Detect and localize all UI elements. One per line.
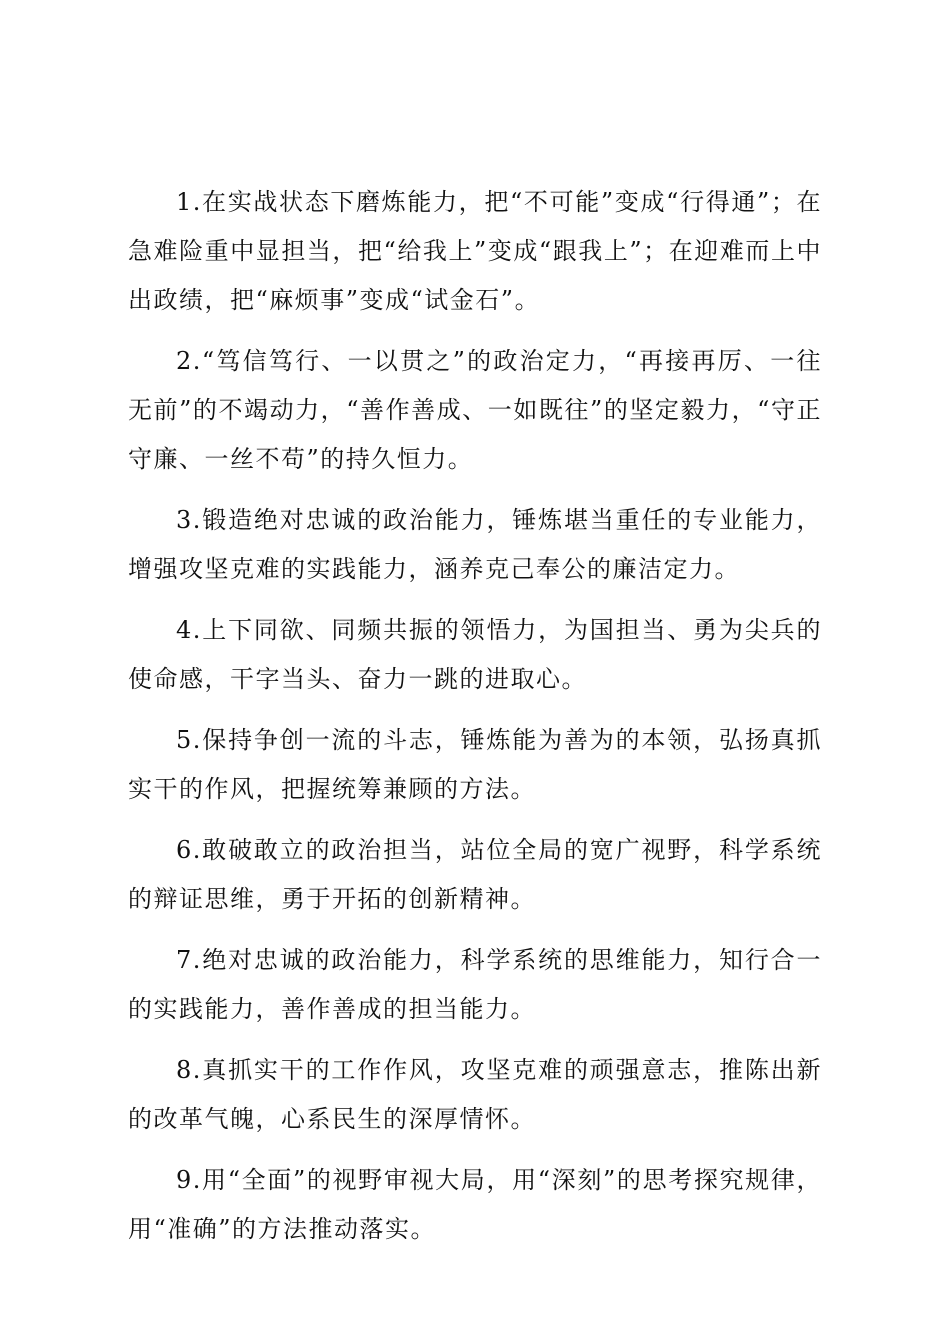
paragraph-4: 4.上下同欲、同频共振的领悟力，为国担当、勇为尖兵的使命感，干字当头、奋力一跳的进取心。 <box>128 616 822 693</box>
paragraph-7: 7.绝对忠诚的政治能力，科学系统的思维能力，知行合一的实践能力，善作善成的担当能力。 <box>128 946 822 1023</box>
paragraph-1: 1.在实战状态下磨炼能力，把“不可能”变成“行得通”；在急难险重中显担当，把“给我上”变成“跟我上”；在迎难而上中出政绩，把“麻烦事”变成“试金石”。 <box>128 188 822 314</box>
paragraph-2: 2.“笃信笃行、一以贯之”的政治定力，“再接再厉、一往无前”的不竭动力，“善作善成、一如既往”的坚定毅力，“守正守廉、一丝不苟”的持久恒力。 <box>128 347 822 473</box>
document-body <box>128 178 822 1266</box>
paragraph-6: 6.敢破敢立的政治担当，站位全局的宽广视野，科学系统的辩证思维，勇于开拓的创新精神。 <box>128 836 822 913</box>
paragraph-8: 8.真抓实干的工作作风，攻坚克难的顽强意志，推陈出新的改革气魄，心系民生的深厚情怀。 <box>128 1056 822 1133</box>
paragraph-3: 3.锻造绝对忠诚的政治能力，锤炼堪当重任的专业能力，增强攻坚克难的实践能力，涵养克己奉公的廉洁定力。 <box>128 506 822 583</box>
paragraph-5: 5.保持争创一流的斗志，锤炼能为善为的本领，弘扬真抓实干的作风，把握统筹兼顾的方法。 <box>128 726 822 803</box>
paragraph-9: 9.用“全面”的视野审视大局，用“深刻”的思考探究规律，用“准确”的方法推动落实。 <box>128 1166 822 1243</box>
